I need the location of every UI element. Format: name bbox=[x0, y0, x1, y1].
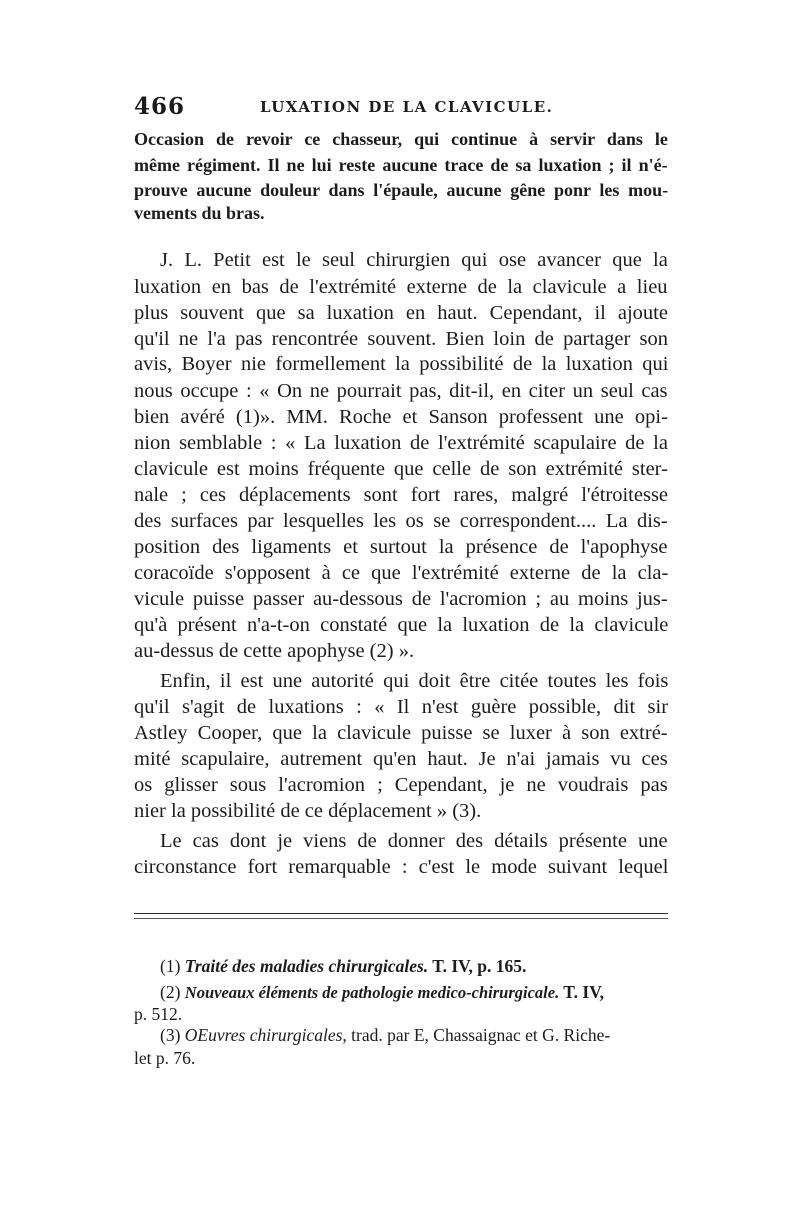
body-line: au-dessus de cette apophyse (2) ». bbox=[134, 640, 415, 662]
footnote-work-title: OEuvres chirurgicales bbox=[184, 1025, 343, 1045]
body-line: bien avéré (1)». MM. Roche et Sanson professent une opi- bbox=[134, 406, 668, 428]
body-line: clavicule est moins fréquente que celle de son extrémité ster- bbox=[134, 458, 668, 480]
body-line: des surfaces par lesquelles les os se correspondent.... La dis- bbox=[134, 510, 668, 532]
body-line: luxation en bas de l'extrémité externe de la clavicule a lieu bbox=[134, 276, 668, 298]
body-line: avis, Boyer nie formellement la possibilité de la luxation qui bbox=[134, 353, 669, 375]
body-line: J. L. Petit est le seul chirurgien qui ose avancer que la bbox=[160, 249, 668, 271]
footnote-rule-thin bbox=[134, 918, 668, 919]
body-line: mité scapulaire, autrement qu'en haut. Je n'ai jamais vu ces bbox=[134, 748, 668, 770]
running-title: LUXATION DE LA CLAVICULE. bbox=[260, 98, 554, 116]
footnote-work-title: Traité des maladies chirurgicales. bbox=[184, 956, 429, 976]
body-line: qu'à présent n'a-t-on constaté que la luxation de la clavicule bbox=[134, 614, 669, 636]
body-line: vicule puisse passer au-dessous de l'acromion ; au moins jus- bbox=[134, 588, 668, 610]
page-header bbox=[134, 93, 674, 123]
body-line: position des ligaments et surtout la présence de l'apophyse bbox=[134, 536, 668, 558]
intro-line: prouve aucune douleur dans l'épaule, aucune gêne ponr les mou- bbox=[134, 180, 669, 200]
footnote-2 bbox=[160, 982, 604, 1003]
footnote-reference: let p. 76. bbox=[134, 1048, 196, 1068]
body-line: circonstance fort remarquable : c'est le mode suivant lequel bbox=[134, 856, 669, 878]
body-line: nous occupe : « On ne pourrait pas, dit-il, en citer un seul cas bbox=[134, 380, 668, 402]
footnote-1 bbox=[160, 956, 526, 977]
footnote-reference: T. IV, bbox=[559, 982, 604, 1002]
footnote-rule bbox=[134, 913, 668, 914]
footnote-3-continuation bbox=[134, 1048, 195, 1069]
body-line: Astley Cooper, que la clavicule puisse se luxer à son extré- bbox=[134, 722, 668, 744]
body-line: nale ; ces déplacements sont fort rares, malgré l'étroitesse bbox=[134, 484, 669, 506]
footnote-reference: T. IV, p. 165. bbox=[428, 956, 527, 976]
footnote-reference: , trad. par E, Chassaignac et G. Riche- bbox=[342, 1025, 611, 1045]
footnote-3 bbox=[160, 1025, 610, 1046]
intro-line: Occasion de revoir ce chasseur, qui continue à servir dans le bbox=[134, 129, 668, 149]
intro-line: même régiment. Il ne lui reste aucune trace de sa luxation ; il n'é- bbox=[134, 155, 668, 175]
page-number: 466 bbox=[134, 93, 186, 120]
body-line: Le cas dont je viens de donner des détails présente une bbox=[160, 830, 668, 852]
footnote-number: (1) bbox=[160, 956, 181, 976]
body-line: coracoïde s'opposent à ce que l'extrémité externe de la cla- bbox=[134, 562, 669, 584]
footnote-number: (2) bbox=[160, 982, 181, 1002]
intro-line: vements du bras. bbox=[134, 203, 265, 223]
footnote-reference: p. 512. bbox=[134, 1004, 183, 1024]
footnote-work-title: Nouveaux éléments de pathologie medico-chirurgicale. bbox=[184, 983, 560, 1002]
body-line: Enfin, il est une autorité qui doit être citée toutes les fois bbox=[160, 670, 669, 692]
body-line: nion semblable : « La luxation de l'extrémité scapulaire de la bbox=[134, 432, 668, 454]
body-line: qu'il ne l'a pas rencontrée souvent. Bien loin de partager son bbox=[134, 328, 668, 350]
footnote-number: (3) bbox=[160, 1025, 181, 1045]
body-line: qu'il s'agit de luxations : « Il n'est guère possible, dit sir bbox=[134, 696, 669, 718]
body-line: os glisser sous l'acromion ; Cependant, je ne voudrais pas bbox=[134, 774, 668, 796]
body-line: plus souvent que sa luxation en haut. Cependant, il ajoute bbox=[134, 302, 668, 324]
footnote-2-continuation bbox=[134, 1004, 182, 1025]
body-line: nier la possibilité de ce déplacement » (3). bbox=[134, 800, 482, 822]
